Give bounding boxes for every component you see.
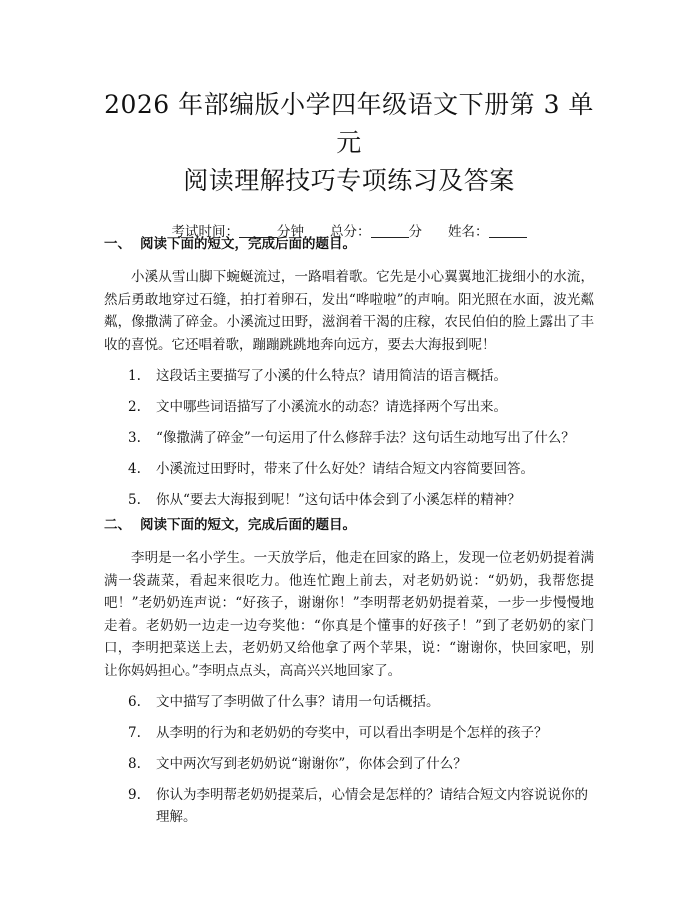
question-item bbox=[104, 784, 594, 829]
passage-text: 小溪从雪山脚下蜿蜒流过，一路唱着歌。它先是小心翼翼地汇拢细小的水流，然后勇敢地穿过石缝，拍打着卵石，发出“哗啦啦”的声响。阳光照在水面，波光粼粼，像撒满了碎金。小溪流过田野，滋润着干渴的庄稼，农民伯伯的脸上露出了丰收的喜悦。它还唱着歌，蹦蹦跳跳地奔向远方，要去大海报到呢！ bbox=[104, 269, 594, 353]
question-number: 2. bbox=[128, 398, 141, 415]
question-text: 文中哪些词语描写了小溪流水的动态？请选择两个写出来。 bbox=[156, 398, 507, 415]
question-item bbox=[104, 458, 594, 481]
question-number: 7. bbox=[128, 724, 141, 741]
title-line-2: 阅读理解技巧专项练习及答案 bbox=[183, 166, 515, 195]
question-text: 这段话主要描写了小溪的什么特点？请用简洁的语言概括。 bbox=[156, 367, 507, 384]
question-text: 文中描写了李明做了什么事？请用一句话概括。 bbox=[156, 693, 440, 710]
question-item bbox=[104, 691, 594, 714]
question-text: 小溪流过田野时，带来了什么好处？请结合短文内容简要回答。 bbox=[156, 460, 534, 477]
section-heading bbox=[104, 232, 594, 252]
question-item bbox=[104, 722, 594, 745]
question-text: 从李明的行为和老奶奶的夸奖中，可以看出李明是个怎样的孩子？ bbox=[156, 724, 548, 741]
time-unit: 分钟 bbox=[277, 224, 304, 240]
section-heading-text: 阅读下面的短文，完成后面的题目。 bbox=[140, 236, 356, 252]
question-item bbox=[104, 365, 594, 388]
question-number: 4. bbox=[128, 460, 141, 477]
document-title bbox=[104, 0, 594, 200]
question-list bbox=[104, 691, 594, 829]
score-label: 总分： bbox=[330, 224, 371, 240]
question-number: 6. bbox=[128, 693, 141, 710]
section-number: 一、 bbox=[104, 236, 131, 252]
section-heading-text: 阅读下面的短文，完成后面的题目。 bbox=[140, 517, 356, 533]
question-item bbox=[104, 753, 594, 776]
question-text: “像撒满了碎金”一句运用了什么修辞手法？这句话生动地写出了什么？ bbox=[156, 429, 575, 446]
question-list bbox=[104, 365, 594, 512]
score-unit: 分 bbox=[408, 224, 422, 240]
question-text: 你从“要去大海报到呢！”这句话中体会到了小溪怎样的精神？ bbox=[156, 491, 521, 508]
section-heading bbox=[104, 513, 594, 533]
section-1 bbox=[104, 232, 594, 511]
time-label: 考试时间： bbox=[171, 224, 239, 240]
question-item bbox=[104, 489, 594, 512]
question-number: 1. bbox=[128, 367, 141, 384]
question-number: 3. bbox=[128, 429, 141, 446]
question-item bbox=[104, 396, 594, 419]
name-label: 姓名： bbox=[448, 224, 489, 240]
passage-text: 李明是一名小学生。一天放学后，他走在回家的路上，发现一位老奶奶提着满满一袋蔬菜，看起来很吃力。他连忙跑上前去，对老奶奶说：“奶奶，我帮您提吧！”老奶奶连声说：“好孩子，谢谢你！”李明帮老奶奶提着菜，一步一步慢慢地走着。老奶奶一边走一边夸奖他：“你真是个懂事的好孩子！”到了老奶奶的家门口，李明把菜送上去，老奶奶又给他拿了两个苹果，说：“谢谢你，快回家吧，别让你妈妈担心。”李明点点头，高高兴兴地回家了。 bbox=[104, 550, 594, 679]
question-item bbox=[104, 427, 594, 450]
question-number: 8. bbox=[128, 755, 141, 772]
section-2 bbox=[104, 513, 594, 829]
question-text: 你认为李明帮老奶奶提菜后，心情会是怎样的？请结合短文内容说说你的理解。 bbox=[156, 786, 588, 825]
question-number: 9. bbox=[128, 786, 141, 803]
question-text: 文中两次写到老奶奶说“谢谢你”，你体会到了什么？ bbox=[156, 755, 467, 772]
question-number: 5. bbox=[128, 491, 141, 508]
title-line-1: 2026 年部编版小学四年级语文下册第 3 单元 bbox=[104, 90, 594, 157]
section-number: 二、 bbox=[104, 517, 131, 533]
